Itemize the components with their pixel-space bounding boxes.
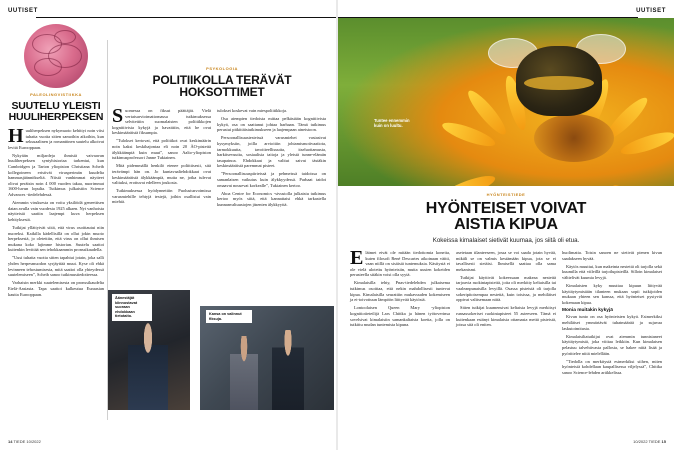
article-headline: SUUTELU YLEISTI HUULIHERPEKSEN — [8, 100, 104, 123]
section-tag: UUTISET — [8, 8, 38, 14]
dropcap: H — [8, 125, 24, 147]
article-body-col3: huolimatta. Toisin sanoen ne sietivät pienen kivun saadakseen hyvää. Käytös muuttui, kun makeinta nestettä oli tarjolla sekä kuumilla että viileillä tarjoilupisteillä. Silloin kimalaiset välttelivät kuumia levyjä. Kimalaisten kyky muuttaa kipuun liittyvää käyttäytymistään tilanteen mukaan sopii tutkijoiden mukaan yhteen sen kanssa, että hyönteiset pystyvät kokemaan kipua. Monia muitakin kykyjä Kivun tunto on osa hyönteisten kykyä. Esimerkiksi mehiläiset ymmärtävät tuhatmäärää ja sujuvaa laskutoimitusta. Kimalaisiltatutkijat ovat aiemmin tunnistaneet käyttäytymistä, joka viittaa leikkiin. Kun kimalaisen pelastuu talvehtivasta pallosta, se hakee niitä lisää ja pyörittelee niitä mielellään. ”Tiedolla on merkitystä esimerkiksi siihen, miten hyönteisiä kohdellaan kaupallisessa viljelyssä”, Chittka sanoo Science-lehden artikkelissa. — [562, 250, 662, 375]
article-politics — [112, 66, 332, 210]
page-folio: 14 TIEDE 10/2022 — [8, 439, 41, 444]
article-headline: HYÖNTEISET VOIVAT AISTIA KIPUA — [425, 200, 587, 233]
article-herpes — [8, 90, 104, 300]
article-kicker: HYÖNTEISTIEDE — [486, 192, 526, 197]
bee-photo — [338, 18, 674, 186]
left-page — [0, 0, 336, 450]
article-body: Huuliherpeksen nykymuoto kehittyi noin viisi tuhatta vuotta sitten samoihin aikoihin, kun seksuaalinen ja romanttinen suutelu alkoivat levitä Eurooppaan. Nykyään miljardeja ihmisiä vaivaavan huuliherpeksen syntyhistoriaa tarkentui, kun Cambridgen ja Tarton yliopiston Christiana Scheib kollegoineen eristivät virusperimän kuudelta hammasjäännökseltä. Niistä vanhimmat näytteet olivat peräisin noin 4 000 vuoden takaa, nuorimmat 1600-luvun lopulta. Tutkimus julkaistiin Science Advances -tiedelehdessä. Aiemmin viruksesta on voitu yksilöidä geneettisen datan avulla vain vuodesta 1925 alkaen. Nyt vanhoista näytteistä saatiin laajempi kuva herpeksen kehityksestä. Tutkijat yllättyivät siitä, että virus osoittautui niin nuoreksi. Kaikilla kädellisillä on ollut jokin muoto herpeksestä, jo oletettiin, että virus on ollut ihmisen mukana koko lajimme historian. Suutelu saattoi kuitenkin levittää sen tehokkaammin pronssikaudella. ”Uusi tuhatta vuotta sitten tapahtui jotain, joka salli yhden herpesmuodon syrjäyttää muut. Kyse oli ehkä levinneen tehostumisesta, mitä saattoi olla yhteydessä suutelemiseen”, Scheib sanoo tutkimustiedotteessa. Varhaisin merkki suutelemisesta on pronssikaudelta Etelä-Aasiasta. Tapa saattoi kulkeutua Euraasian kautta Eurooppaan. — [8, 125, 104, 297]
dropcap: E — [350, 247, 364, 269]
photo-politicians — [200, 306, 334, 410]
article-kicker: PALEOLINGVISTIIKKA — [30, 92, 82, 97]
article-insects — [350, 192, 662, 378]
article-body-col2: tulokset koskevat vain miespoliitikkoja. Osa aiempien tiedoista mittaa pelkästään kognitiivista kykyä, osa on saattanut johtaa harhaan. Tämä tutkimus perustui pitkittäistutkimukseen ja laajempaan aineistoon. Persoonallisuustesteissä varusmiehet vastasivat kysymyksiin, joilla arvioitiin johtamismotivaatiota, tarmokkuutta, tavoitteellisuutta, itseluottamusta, harkitsevuutta, sosiaalisia taitoja ja yleistä tunne-elämän tasapainoa. Ehdokkaat ja valitut saivat tästäkin keskimääräistä paremmat pisteet. ”Persoonallisuuspiirteissä ja pehmeissä taidoissa on samanlaisen vaikutus kuin älykkyydessä. Parhaat taidot omaavat nousevat korkealle”, Tukiainen kertoo. Aboa Centre for Economics -sivustolla julkaistu tutkimus kertoo myös siitä, että kannattaisi ehkä tarkastella kunnanvaltuustojen jäsenten älykkyyttä. — [217, 108, 326, 207]
photo-caption: Kansa on valinnut fiksuja. — [206, 310, 252, 323]
photo-caption: Äänestäjät kiinnostavat suoraan ehdokkaan tietotaito. — [112, 294, 152, 321]
article-body-col2: asetetaan tilanteeseen, jossa se voi saada jotain hyvää, mikäli se on valmis kestämään kipua, jota se ei tavallisesti sietäisi. Ihmisellä saattaa olla sama mekanismi. Tutkijat käyttivät kokeessaan makeaa nestettä tarjoavia ruokintapisteitä, joita oli merkitty keltaisilla tai vaaleanpunaisilla levyillä. Osassa pisteistä oli tarjolla sokeripitoisempaa nestettä, kuin toisissa, ja mehiläiset oppivat valitsemaan niitä. Sitten tutkijat kuumensivat keltaisia levyjä merkitsyt runsassokeriset ruokintapisteet 55 asteeseen. Tämä ei kuitenkaan estänyt kimalaisia ottamasta mettä pisteistä, joissa sitä oli eniten. — [456, 250, 556, 328]
brain-illustration — [24, 24, 88, 88]
article-body-col1: Suomessa on fiksut päättäjät. Vielä vertaisarvioimattomassa tutkimuksessa selvitettiin suomalaisten poliitikkojen kognitiivisia kykyjä ja havaittiin, että he ovat keskimääräistä fiksumpia. ”Tulokset kertovat, että poliitikot ovat keskimäärin noin kaksi keskihajontaa eli noin 20 ÄO-pistettä älykkäämpiä kuin muut”, sanoo Aalto-yliopiston tutkimusprofessori Janne Tukiainen. Mitä pidemmällä henkilö etenee poliittisesti, sitä terävämpi hän on. Jo kuntavaaliehdokkaat ovat keskimääräistä älykkäämpiä, mutta ne, jotka tulevat valituksi, erottuvat edelleen joukosta. Tutkimuksessa hyödynnettiin Puolustusvoimissa varusmiehille tehtyjä testejä, joihin osallistui vain miehiä. — [112, 105, 211, 205]
subheading: Monia muitakin kykyjä — [562, 307, 613, 313]
right-page — [338, 0, 674, 450]
image-caption: Tuntee ennemmin kuin on luultu. — [374, 118, 410, 128]
section-rule — [36, 17, 336, 18]
article-body-col1: Eläimet eivät ole mitään tiedottomia koneita, kuten filosofi René Descartes aikoinaan väitti, vaan niillä on sisäisiä tuntemuksia. Käsitystä ei ole vielä ulotettu hyönteisiin, mutta uusien kokeiden perusteella sitäkin voisi olla syytä. Kimalaisilla tehty, Pnas-tiedelehden julkaisema tutkimus osoittaa, että nekin mahdollisesti tuntevat kipua. Kimalaisilla seurattiin mukavuuden kokemiseen ja ei-toivottuun lämpöön liittyvää käytöstä. Lontoolaisen Queen Mary -yliopiston kognitiotieteilijä Lars Chittka ja hänen työtoverinsa sovelsivat kimalaisiin samankaltaista koetta, jolla on tutkittu mudan tuntemista kipuna. — [350, 247, 450, 328]
article-deck: Kokeissa kimalaiset sietivät kuumaa, jos siitä oli etua. — [432, 237, 580, 244]
article-headline: POLITIIKOLLA TERÄVÄT HOKSOTTIMET — [152, 73, 292, 99]
flower-center — [534, 114, 614, 162]
page-folio: 10/2022 TIEDE 15 — [633, 439, 666, 444]
photo-politician — [108, 290, 190, 410]
section-tag: UUTISET — [636, 8, 666, 14]
dropcap: S — [112, 105, 124, 127]
article-kicker: PSYKOLOGIA — [206, 66, 238, 71]
